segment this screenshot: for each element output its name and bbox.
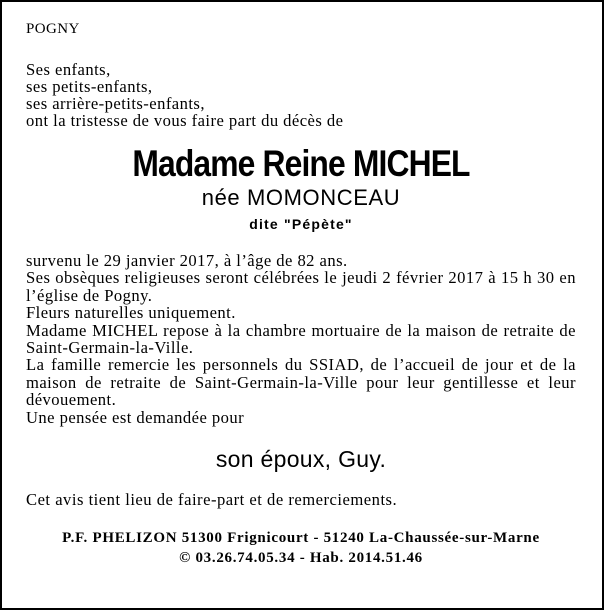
body-paragraph: survenu le 29 janvier 2017, à l’âge de 82 ans. — [26, 251, 348, 270]
funeral-home-contact: © 03.26.74.05.34 - Hab. 2014.51.46 — [179, 550, 423, 567]
intro-line: ses petits-enfants, — [26, 77, 153, 96]
body-paragraph: Une pensée est demandée pour — [26, 407, 245, 427]
nickname: dite "Pépète" — [249, 216, 353, 232]
intro-line: Ses enfants, — [26, 60, 111, 79]
body-paragraph: La famille remercie les personnels du SSIAD, de l’accueil de jour et de la maison de retraite de Saint-Germain-la-Ville pour leur gentillesse et leur dévouement. — [26, 355, 576, 410]
deceased-name: Madame Reine MICHEL — [132, 143, 470, 184]
body-paragraph: Madame MICHEL repose à la chambre mortuaire de la maison de retraite de Saint-Germain-la-Ville. — [26, 320, 576, 358]
closing-statement: Cet avis tient lieu de faire-part et de remerciements. — [26, 490, 398, 510]
spouse-name: son époux, Guy. — [215, 446, 387, 473]
location-heading: POGNY — [26, 21, 80, 37]
intro-line: ses arrière-petits-enfants, — [26, 94, 205, 113]
body-paragraph: Ses obsèques religieuses seront célébrées le jeudi 2 février 2017 à 15 h 30 en l’église de Pogny. — [26, 268, 576, 305]
body-paragraph: Fleurs naturelles uniquement. — [26, 303, 236, 323]
notice-body — [26, 252, 576, 426]
funeral-home-address: P.F. PHELIZON 51300 Frignicourt - 51240 La-Chaussée-sur-Marne — [62, 530, 540, 547]
maiden-name: née MOMONCEAU — [201, 185, 401, 210]
intro-block — [26, 61, 576, 129]
intro-line: ont la tristesse de vous faire part du décès de — [26, 111, 344, 130]
funeral-home-footer — [26, 528, 576, 568]
